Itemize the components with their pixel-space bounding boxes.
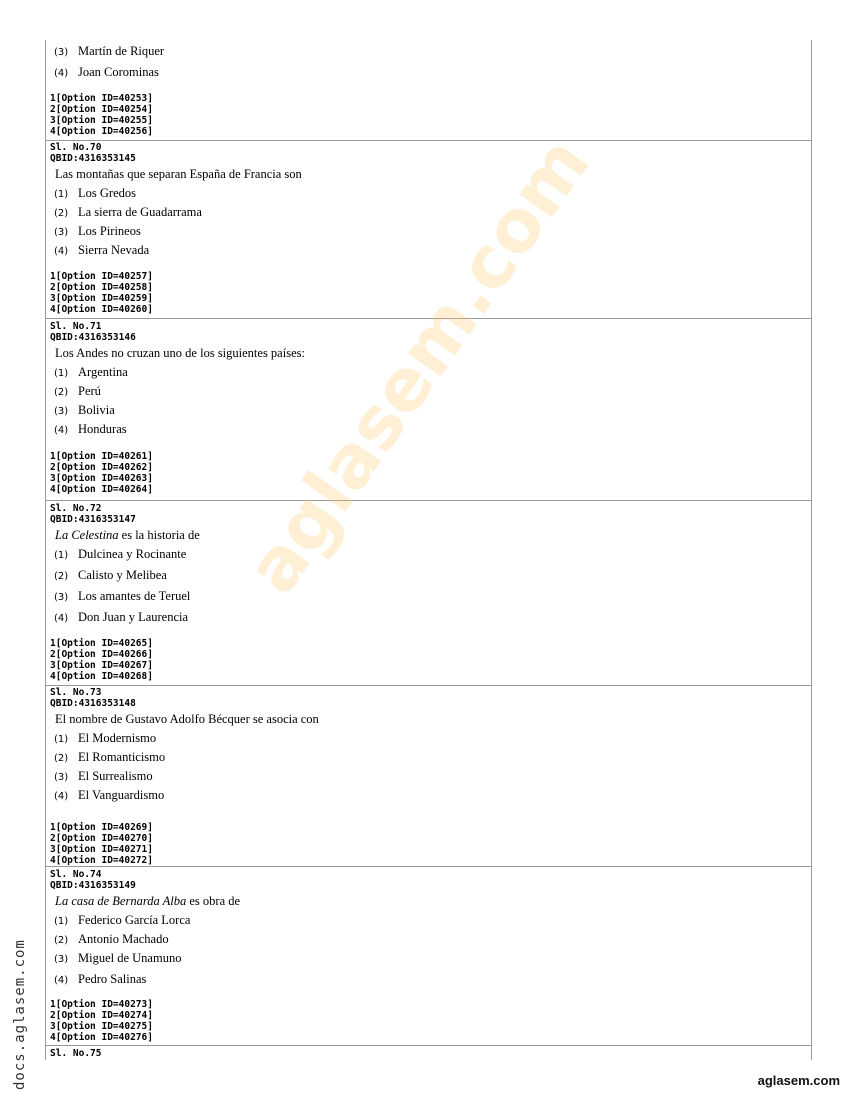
option-id: 1[Option ID=40265] [50, 638, 153, 649]
question-block [45, 1048, 811, 1059]
option-id: 1[Option ID=40253] [50, 93, 153, 104]
option-id: 3[Option ID=40275] [50, 1021, 153, 1032]
option-id: 4[Option ID=40268] [50, 671, 153, 682]
question-text: La casa de Bernarda Alba es obra de [55, 894, 241, 908]
serial-number: Sl. No.75 [50, 1048, 102, 1059]
option-id: 2[Option ID=40266] [50, 649, 153, 660]
option: (3) Bolivia [54, 403, 115, 417]
option-id: 4[Option ID=40260] [50, 304, 153, 315]
option-id: 1[Option ID=40261] [50, 451, 153, 462]
option: (1) Federico García Lorca [54, 913, 191, 927]
option-id: 2[Option ID=40270] [50, 833, 153, 844]
option-id: 2[Option ID=40262] [50, 462, 153, 473]
question-block [45, 503, 811, 682]
option-id: 1[Option ID=40269] [50, 822, 153, 833]
option: (4) Sierra Nevada [54, 243, 150, 257]
option-id: 2[Option ID=40258] [50, 282, 153, 293]
question-block [45, 687, 811, 866]
option: (1) Dulcinea y Rocinante [54, 547, 187, 561]
option-id: 1[Option ID=40273] [50, 999, 153, 1010]
work-title: La casa de Bernarda Alba [55, 894, 187, 908]
option: (2) La sierra de Guadarrama [54, 205, 202, 219]
option-id: 4[Option ID=40272] [50, 855, 153, 866]
serial-number: Sl. No.72 [50, 503, 102, 514]
option: (2) Calisto y Melibea [54, 568, 167, 582]
option: (2) Perú [54, 384, 101, 398]
option: (2) El Romanticismo [54, 750, 166, 764]
question-text: Las montañas que separan España de Francia son [55, 167, 302, 181]
qbid: QBID:4316353149 [50, 880, 136, 891]
option-id: 3[Option ID=40263] [50, 473, 153, 484]
separator [45, 685, 811, 686]
question-text: La Celestina es la historia de [55, 528, 200, 542]
option-id: 2[Option ID=40254] [50, 104, 153, 115]
option-id: 3[Option ID=40259] [50, 293, 153, 304]
question-block-continued [45, 42, 811, 137]
option-id: 4[Option ID=40256] [50, 126, 153, 137]
option: (1) El Modernismo [54, 731, 157, 745]
footer-brand: aglasem.com [757, 1073, 840, 1088]
option: (2) Antonio Machado [54, 932, 169, 946]
serial-number: Sl. No.74 [50, 869, 102, 880]
qbid: QBID:4316353147 [50, 514, 136, 525]
option-3: (3) Martín de Riquer [54, 44, 165, 58]
option: (4) Don Juan y Laurencia [54, 610, 189, 624]
option: (4) El Vanguardismo [54, 788, 165, 802]
question-text: Los Andes no cruzan uno de los siguientes países: [55, 346, 305, 360]
option-id: 4[Option ID=40276] [50, 1032, 153, 1043]
separator [45, 318, 811, 319]
question-block [45, 142, 811, 315]
option: (3) Miguel de Unamuno [54, 951, 182, 965]
option: (3) El Surrealismo [54, 769, 153, 783]
question-block [45, 869, 811, 1043]
option-id: 3[Option ID=40267] [50, 660, 153, 671]
option: (4) Pedro Salinas [54, 972, 147, 986]
option: (1) Los Gredos [54, 186, 136, 200]
serial-number: Sl. No.71 [50, 321, 102, 332]
qbid: QBID:4316353145 [50, 153, 136, 164]
option-4: (4) Joan Corominas [54, 65, 159, 79]
option: (3) Los Pirineos [54, 224, 141, 238]
separator [45, 500, 811, 501]
side-url: docs.aglasem.com [12, 939, 28, 1090]
option-id: 2[Option ID=40274] [50, 1010, 153, 1021]
separator [45, 1045, 811, 1046]
qbid: QBID:4316353146 [50, 332, 136, 343]
watermark: aglasem.com [230, 122, 606, 609]
separator [45, 140, 811, 141]
serial-number: Sl. No.70 [50, 142, 102, 153]
option: (4) Honduras [54, 422, 127, 436]
qbid: QBID:4316353148 [50, 698, 136, 709]
work-title: La Celestina [55, 528, 119, 542]
option-id: 3[Option ID=40255] [50, 115, 153, 126]
option-id: 3[Option ID=40271] [50, 844, 153, 855]
question-text: El nombre de Gustavo Adolfo Bécquer se asocia con [55, 712, 319, 726]
option: (1) Argentina [54, 365, 128, 379]
serial-number: Sl. No.73 [50, 687, 102, 698]
option: (3) Los amantes de Teruel [54, 589, 191, 603]
question-block [45, 321, 811, 495]
option-id: 1[Option ID=40257] [50, 271, 153, 282]
separator [45, 866, 811, 867]
option-id: 4[Option ID=40264] [50, 484, 153, 495]
